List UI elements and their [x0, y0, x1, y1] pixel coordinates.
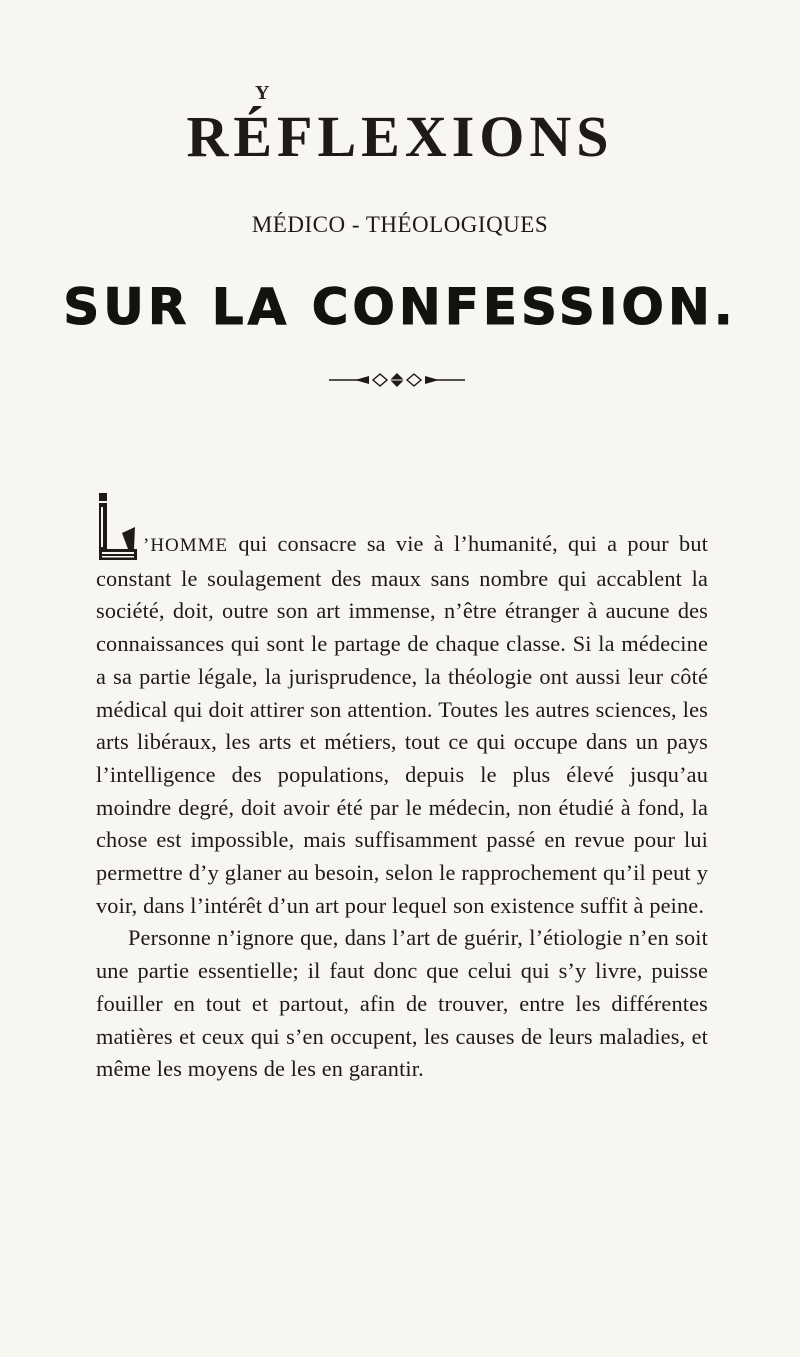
dropcap-text: L [96, 493, 97, 494]
ornament-divider [329, 372, 465, 388]
body-text [96, 493, 708, 1086]
page-title-line3: SUR LA CONFESSION. [63, 278, 737, 336]
page-subtitle: MÉDICO - THÉOLOGIQUES [251, 212, 549, 237]
paragraph-1 [96, 493, 708, 922]
paragraph-1-text: qui consacre sa vie à l’humanité, qui a pour but constant le soulagement des maux sans nombre qui accablent la société, doit, outre son art immense, n’être étranger à aucune des connaissances qui sont le partage de chaque classe. Si la médecine a sa partie légale, la jurisprudence, la théologie ont aussi leur côté médical qui doit attirer son attention. Toutes les autres sciences, les arts libéraux, les arts et métiers, tout ce qui occupe dans un pays l’intelligence des populations, depuis le plus élevé jusqu’au moindre degré, doit avoir été par le médecin, non étudié à fond, la chose est impossible, mais suffisamment passé en revue pour lui permettre d’y glaner au besoin, selon le rapprochement qu’il peut y voir, dans l’intérêt d’un art pour lequel son existence suffit à peine. [96, 531, 708, 918]
dropcap-letter-L [96, 493, 141, 562]
opening-word: ’HOMME [143, 535, 229, 556]
page-title: RÉFLEXIONS [186, 104, 614, 169]
signature-mark: Y [255, 82, 270, 104]
paragraph-2: Personne n’ignore que, dans l’art de guérir, l’étiologie n’en soit une partie essentielle; il faut donc que celui qui s’y livre, puisse fouiller en tout et partout, afin de trouver, entre les différentes matières et ceux qui s’en occupent, les causes de leurs maladies, et même les moyens de les en garantir. [96, 925, 708, 1082]
